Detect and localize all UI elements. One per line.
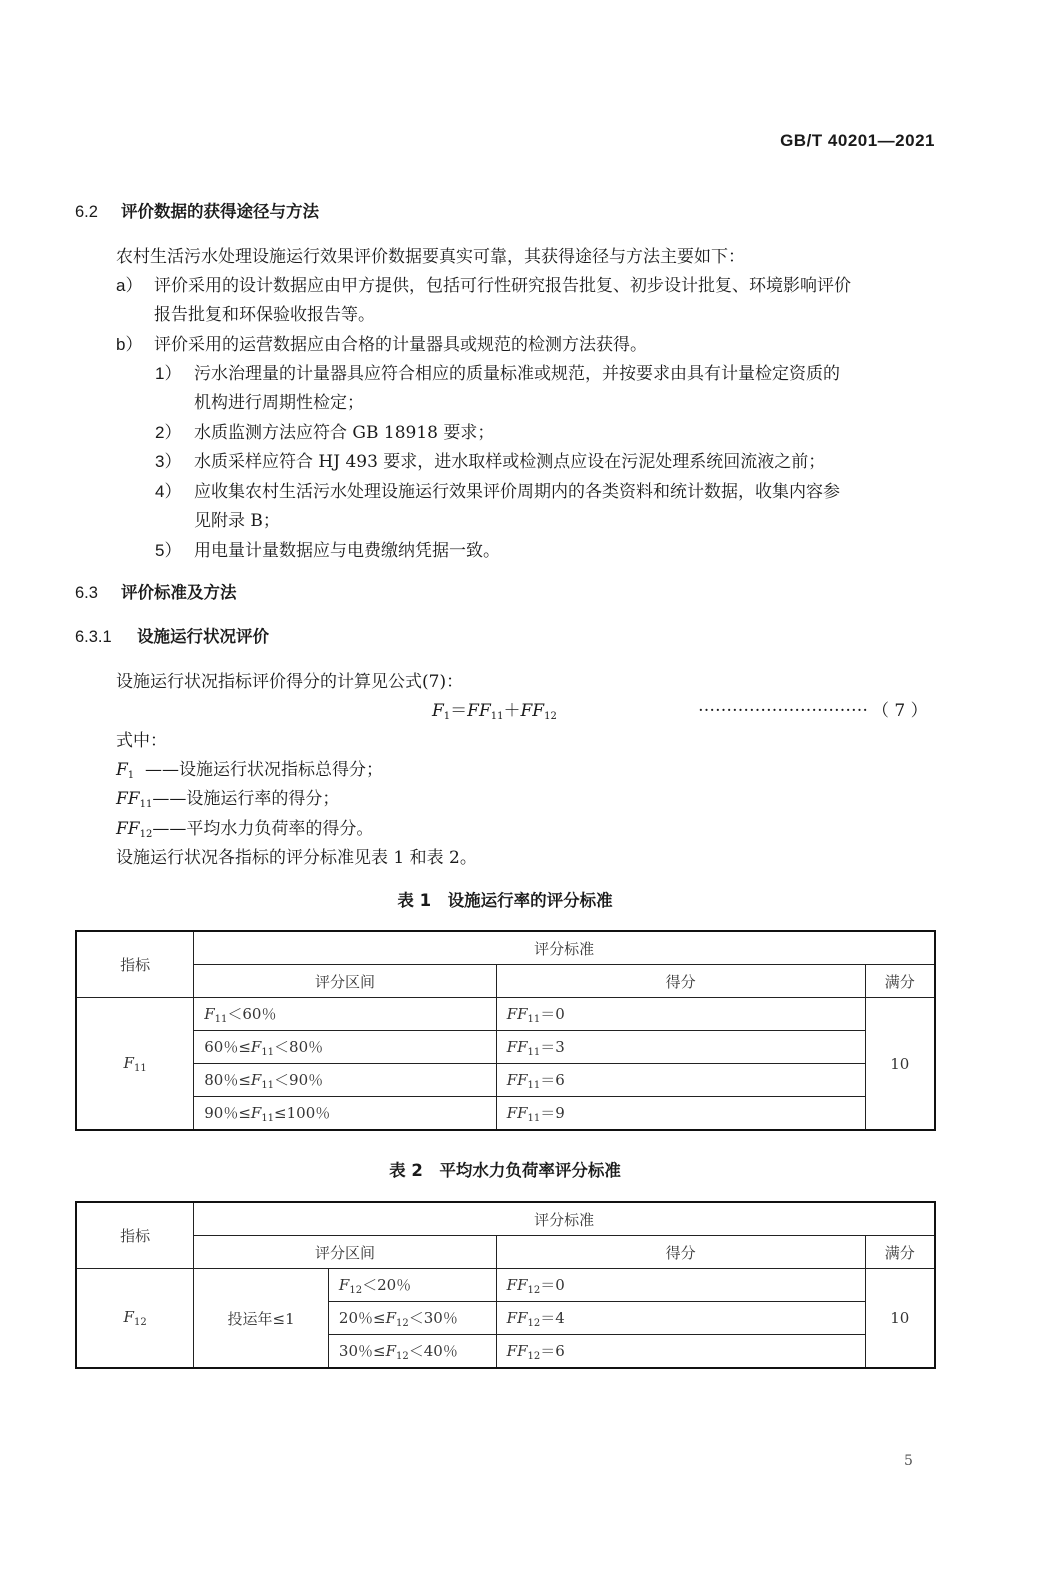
score-symbol: FF [506, 1309, 528, 1327]
range-subscript: 11 [261, 1047, 275, 1058]
range-subscript: 12 [349, 1285, 363, 1296]
condition-cell: 投运年≤1 [194, 1269, 329, 1369]
formula [432, 696, 557, 722]
symbol: FF [116, 789, 140, 809]
range-symbol: F [385, 1342, 396, 1360]
definition-text: 平均水力负荷率的得分。 [186, 819, 374, 839]
symbol-subscript: 12 [139, 829, 153, 840]
range-cell [328, 1269, 496, 1302]
formula-symbol: FF [520, 701, 545, 721]
dash: —— [152, 819, 187, 839]
score-symbol: FF [506, 1276, 528, 1294]
table-row [76, 1031, 935, 1064]
section-number: 6.2 [75, 203, 98, 221]
range-symbol: F [250, 1071, 262, 1089]
list-marker: a） [116, 276, 143, 295]
range-cell [194, 1031, 496, 1064]
header-full-score: 满分 [865, 965, 935, 998]
range-subscript: 12 [396, 1318, 409, 1329]
table-2 [75, 1201, 936, 1369]
page-number: 5 [904, 1453, 913, 1469]
range-prefix: 60％≤ [204, 1038, 251, 1056]
formula-symbol: F [432, 701, 444, 721]
section-6-3-heading [75, 579, 237, 603]
table-row [76, 998, 935, 1031]
score-cell [496, 1064, 865, 1097]
score-cell [496, 998, 865, 1031]
header-score: 得分 [496, 1236, 865, 1269]
range-suffix: ＜30％ [408, 1309, 458, 1327]
list-item-text: 报告批复和环保验收报告等。 [154, 305, 375, 325]
score-cell [496, 1335, 865, 1369]
table-1-caption: 表 1 设施运行率的评分标准 [397, 891, 613, 910]
dash: —— [152, 789, 187, 809]
formula-operator: ＝ [450, 701, 468, 721]
header-indicator: 指标 [76, 1202, 194, 1269]
table-row [76, 1097, 935, 1131]
score-symbol: FF [506, 1342, 528, 1360]
definition-text: 设施运行状况指标总得分； [178, 760, 383, 780]
section-number: 6.3.1 [75, 628, 112, 646]
score-subscript: 11 [527, 1047, 541, 1058]
header-standard: 评分标准 [194, 931, 935, 965]
table-row [76, 1269, 935, 1302]
score-cell [496, 1031, 865, 1064]
section-title: 评价标准及方法 [121, 583, 237, 602]
where-label: 式中： [116, 731, 167, 751]
range-suffix: ＜40％ [408, 1342, 458, 1360]
range-subscript: 11 [261, 1080, 275, 1091]
sublist-marker: 4） [155, 482, 182, 501]
indicator-subscript: 12 [133, 1317, 147, 1328]
section-6-3-1-heading [75, 623, 269, 647]
range-subscript: 11 [214, 1014, 228, 1025]
range-symbol: F [385, 1309, 396, 1327]
header-full-score: 满分 [865, 1236, 935, 1269]
score-symbol: FF [506, 1104, 528, 1122]
range-symbol: F [250, 1104, 262, 1122]
indicator-cell [76, 998, 194, 1131]
range-suffix: ＜60％ [227, 1005, 277, 1023]
range-cell [328, 1302, 496, 1335]
sublist-item-text: 见附录 B； [194, 511, 280, 531]
score-symbol: FF [506, 1071, 528, 1089]
full-score-cell: 10 [865, 1269, 935, 1369]
table-2-caption: 表 2 平均水力负荷率评分标准 [389, 1161, 621, 1180]
paragraph: 农村生活污水处理设施运行效果评价数据要真实可靠，其获得途径与方法主要如下： [116, 247, 745, 267]
section-number: 6.3 [75, 584, 98, 602]
range-symbol: F [250, 1038, 262, 1056]
score-value: ＝6 [540, 1071, 565, 1089]
range-subscript: 12 [396, 1351, 409, 1362]
score-subscript: 12 [527, 1318, 541, 1329]
sublist-marker: 1） [155, 364, 182, 383]
indicator-cell [76, 1269, 194, 1369]
score-value: ＝0 [540, 1005, 565, 1023]
range-prefix: 30％≤ [338, 1342, 386, 1360]
score-symbol: FF [506, 1005, 528, 1023]
range-cell [194, 1097, 496, 1131]
table-1 [75, 930, 936, 1131]
score-value: ＝4 [540, 1309, 565, 1327]
formula-leader-dots: ………………………… [698, 696, 868, 716]
formula-subscript: 11 [490, 711, 504, 722]
indicator-symbol: F [123, 1053, 134, 1072]
indicator-symbol: F [123, 1308, 134, 1326]
range-suffix: ＜20％ [362, 1276, 412, 1294]
score-subscript: 11 [527, 1113, 541, 1124]
symbol-definition [116, 755, 383, 781]
range-cell [194, 998, 496, 1031]
formula-symbol: FF [467, 701, 491, 721]
range-subscript: 11 [261, 1113, 275, 1124]
range-prefix: 90％≤ [204, 1104, 251, 1122]
section-title: 评价数据的获得途径与方法 [121, 202, 319, 221]
range-suffix: ＜90％ [274, 1071, 324, 1089]
formula-subscript: 1 [443, 711, 451, 722]
dash: —— [134, 760, 179, 780]
standard-code: GB/T 40201—2021 [780, 131, 935, 150]
sublist-marker: 5） [155, 541, 182, 560]
sublist-item-text: 水质监测方法应符合 GB 18918 要求； [194, 423, 495, 443]
list-item-text: 评价采用的设计数据应由甲方提供，包括可行性研究报告批复、初步设计批复、环境影响评价 [154, 276, 851, 296]
symbol: F [116, 760, 128, 780]
range-prefix: 80％≤ [204, 1071, 251, 1089]
section-6-2-heading [75, 198, 319, 222]
sublist-item-text: 应收集农村生活污水处理设施运行效果评价周期内的各类资料和统计数据，收集内容参 [194, 482, 840, 502]
symbol-subscript: 1 [127, 770, 135, 781]
score-subscript: 11 [527, 1014, 541, 1025]
sublist-item-text: 水质采样应符合 HJ 493 要求，进水取样或检测点应设在污泥处理系统回流液之前； [194, 452, 826, 472]
symbol-definition [116, 814, 373, 840]
formula-operator: ＋ [503, 701, 521, 721]
range-symbol: F [338, 1276, 350, 1294]
symbol-definition [116, 784, 339, 810]
range-suffix: ≤100％ [274, 1104, 331, 1122]
range-suffix: ＜80％ [274, 1038, 324, 1056]
score-cell [496, 1097, 865, 1131]
section-title: 设施运行状况评价 [137, 627, 269, 646]
full-score-cell: 10 [865, 998, 935, 1131]
indicator-subscript: 11 [133, 1062, 147, 1074]
header-indicator: 指标 [76, 931, 194, 998]
score-value: ＝9 [540, 1104, 565, 1122]
paragraph: 设施运行状况各指标的评分标准见表 1 和表 2。 [116, 848, 477, 868]
symbol-subscript: 11 [139, 799, 153, 810]
header-score: 得分 [496, 965, 865, 998]
sublist-item-text: 污水治理量的计量器具应符合相应的质量标准或规范，并按要求由具有计量检定资质的 [194, 364, 840, 384]
list-item-text: 评价采用的运营数据应由合格的计量器具或规范的检测方法获得。 [154, 335, 647, 355]
range-prefix: 20％≤ [338, 1309, 386, 1327]
sublist-marker: 2） [155, 423, 182, 442]
header-range: 评分区间 [194, 965, 496, 998]
score-symbol: FF [506, 1038, 528, 1056]
score-cell [496, 1302, 865, 1335]
range-symbol: F [204, 1005, 215, 1023]
score-value: ＝6 [540, 1342, 565, 1360]
range-cell [328, 1335, 496, 1369]
sublist-marker: 3） [155, 452, 182, 471]
range-cell [194, 1064, 496, 1097]
header-standard: 评分标准 [194, 1202, 935, 1236]
table-row [76, 1064, 935, 1097]
sublist-item-text: 用电量计量数据应与电费缴纳凭据一致。 [194, 541, 500, 561]
score-subscript: 11 [527, 1080, 541, 1091]
score-subscript: 12 [527, 1351, 541, 1362]
formula-number: （ 7 ） [872, 701, 928, 721]
score-value: ＝3 [540, 1038, 565, 1056]
paragraph: 设施运行状况指标评价得分的计算见公式(7)： [116, 672, 464, 692]
definition-text: 设施运行率的得分； [186, 789, 340, 809]
score-value: ＝0 [540, 1276, 565, 1294]
sublist-item-text: 机构进行周期性检定； [194, 393, 364, 413]
score-subscript: 12 [527, 1285, 541, 1296]
score-cell [496, 1269, 865, 1302]
header-range: 评分区间 [194, 1236, 496, 1269]
formula-subscript: 12 [544, 711, 557, 722]
symbol: FF [116, 819, 140, 839]
list-marker: b） [116, 335, 143, 354]
